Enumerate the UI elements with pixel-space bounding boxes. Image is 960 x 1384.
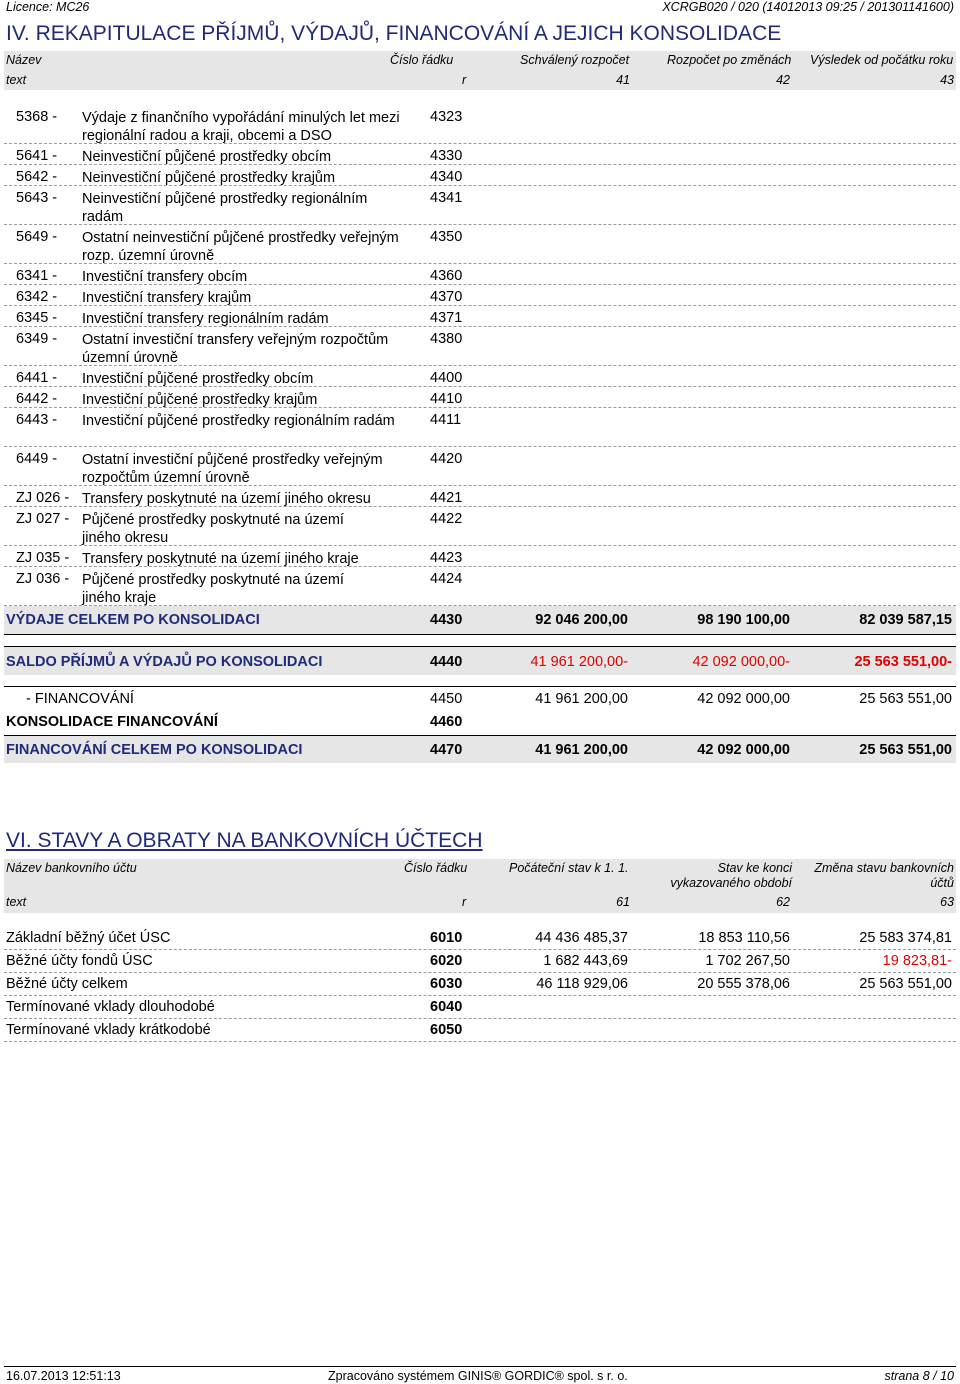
row-code: 6341 - xyxy=(16,268,58,284)
financovani-total-row xyxy=(4,735,956,763)
table-row xyxy=(4,144,956,165)
bank-row-start: 44 436 485,37 xyxy=(535,930,628,946)
saldo-approved: 41 961 200,00- xyxy=(530,654,628,670)
row-code: 5649 - xyxy=(16,229,58,245)
financovani-row xyxy=(4,690,956,712)
bank-row-change: 25 563 551,00 xyxy=(859,976,952,992)
row-name: Transfery poskytnuté na území jiného okresu xyxy=(82,491,371,507)
code-43: 43 xyxy=(940,73,954,87)
row-name: Ostatní investiční transfery veřejným rozpočtům územní úrovně xyxy=(82,332,389,366)
bank-row-number: 6010 xyxy=(430,930,463,946)
bank-row xyxy=(4,927,956,950)
financovani-total-approved: 41 961 200,00 xyxy=(535,742,628,758)
table-row xyxy=(4,186,956,225)
row-number: 4423 xyxy=(430,550,463,566)
row-number: 4341 xyxy=(430,190,463,206)
row-code: 6443 - xyxy=(16,412,58,428)
code-text: text xyxy=(6,73,27,87)
saldo-row xyxy=(4,646,956,675)
saldo-row-number: 4440 xyxy=(430,654,463,670)
bank-row-start: 1 682 443,69 xyxy=(543,953,628,969)
row-code: 6442 - xyxy=(16,391,58,407)
code-41: 41 xyxy=(616,73,630,87)
row-name: Ostatní investiční půjčené prostředky veřejným rozpočtům územní úrovně xyxy=(82,452,383,486)
table-row xyxy=(4,285,956,306)
bank-row-label: Běžné účty celkem xyxy=(6,976,128,992)
saldo-label: SALDO PŘÍJMŮ A VÝDAJŮ PO KONSOLIDACI xyxy=(6,654,323,670)
table-row xyxy=(4,105,956,144)
konsolidace-financovani-label: KONSOLIDACE FINANCOVÁNÍ xyxy=(6,714,218,730)
row-code: 5642 - xyxy=(16,169,58,185)
section-4-code-row xyxy=(4,71,956,90)
section-6-column-header xyxy=(4,859,956,893)
table-row xyxy=(4,447,956,486)
table-row xyxy=(4,366,956,387)
bank-row xyxy=(4,950,956,973)
divider xyxy=(4,686,956,687)
row-name: Transfery poskytnuté na území jiného kraje xyxy=(82,551,359,567)
table-row xyxy=(4,264,956,285)
financovani-total-result: 25 563 551,00 xyxy=(859,742,952,758)
financovani-after-changes: 42 092 000,00 xyxy=(697,691,790,707)
row-number: 4400 xyxy=(430,370,463,386)
bank-row-change: 25 583 374,81 xyxy=(859,930,952,946)
financovani-result: 25 563 551,00 xyxy=(859,691,952,707)
row-number: 4370 xyxy=(430,289,463,305)
bank-row-change: 19 823,81- xyxy=(882,953,952,969)
konsolidace-financovani-row-number: 4460 xyxy=(430,714,463,730)
table-row xyxy=(4,225,956,264)
row-code: 5368 - xyxy=(16,109,58,125)
row-number: 4380 xyxy=(430,331,463,347)
bank-row-label: Termínované vklady dlouhodobé xyxy=(6,999,215,1015)
saldo-result: 25 563 551,00- xyxy=(854,654,952,670)
col-start-balance: Počáteční stav k 1. 1. xyxy=(509,861,629,875)
row-name: Investiční transfery regionálním radám xyxy=(82,311,329,327)
footer-page-number: strana 8 / 10 xyxy=(884,1369,954,1383)
table-row xyxy=(4,507,956,546)
vydaje-total-label: VÝDAJE CELKEM PO KONSOLIDACI xyxy=(6,612,260,628)
section-6-title: VI. STAVY A OBRATY NA BANKOVNÍCH ÚČTECH xyxy=(6,829,483,852)
konsolidace-financovani-row xyxy=(4,713,956,735)
row-code: 5643 - xyxy=(16,190,58,206)
row-name: Ostatní neinvestiční půjčené prostředky veřejným rozp. územní úrovně xyxy=(82,230,399,264)
bank-row-end: 20 555 378,06 xyxy=(697,976,790,992)
row-name: Půjčené prostředky poskytnuté na území jiného okresu xyxy=(82,512,344,546)
bank-row-label: Termínované vklady krátkodobé xyxy=(6,1022,211,1038)
bank-row-number: 6020 xyxy=(430,953,463,969)
row-code: 6449 - xyxy=(16,451,58,467)
col-end-balance-line2: vykazovaného období xyxy=(670,876,792,890)
row-code: 6349 - xyxy=(16,331,58,347)
row-name: Půjčené prostředky poskytnuté na území jiného kraje xyxy=(82,572,344,606)
saldo-after-changes: 42 092 000,00- xyxy=(692,654,790,670)
financovani-total-label: FINANCOVÁNÍ CELKEM PO KONSOLIDACI xyxy=(6,742,303,758)
table-row xyxy=(4,408,956,447)
row-code: 6441 - xyxy=(16,370,58,386)
table-row xyxy=(4,306,956,327)
footer-divider xyxy=(4,1366,956,1367)
footer-datetime: 16.07.2013 12:51:13 xyxy=(6,1369,121,1383)
col-end-balance-line1: Stav ke konci xyxy=(717,861,792,875)
col-approved: Schválený rozpočet xyxy=(520,53,630,67)
bank-row xyxy=(4,973,956,996)
licence-label: Licence: MC26 xyxy=(6,0,90,14)
vydaje-total-result: 82 039 587,15 xyxy=(859,612,952,628)
row-number: 4371 xyxy=(430,310,463,326)
table-row xyxy=(4,387,956,408)
row-code: 5641 - xyxy=(16,148,58,164)
bank-row-end: 18 853 110,56 xyxy=(698,930,790,946)
vydaje-total-row xyxy=(4,606,956,635)
bank-row-number: 6050 xyxy=(430,1022,463,1038)
row-name: Investiční transfery obcím xyxy=(82,269,248,285)
col-name: Název xyxy=(6,53,42,67)
code-r: r xyxy=(462,73,467,87)
financovani-total-after-changes: 42 092 000,00 xyxy=(697,742,790,758)
row-number: 4420 xyxy=(430,451,463,467)
row-number: 4421 xyxy=(430,490,463,506)
row-code: ZJ 036 - xyxy=(16,571,70,587)
table-row xyxy=(4,567,956,606)
vydaje-total-row-number: 4430 xyxy=(430,612,463,628)
col-row: Číslo řádku xyxy=(404,861,468,875)
row-number: 4424 xyxy=(430,571,463,587)
financovani-label: - FINANCOVÁNÍ xyxy=(26,691,134,707)
bank-row xyxy=(4,996,956,1019)
row-name: Neinvestiční půjčené prostředky krajům xyxy=(82,170,336,186)
col-account-name: Název bankovního účtu xyxy=(6,861,137,875)
row-name: Investiční transfery krajům xyxy=(82,290,252,306)
col-change-line2: účtů xyxy=(930,876,954,890)
section-4-title: IV. REKAPITULACE PŘÍJMŮ, VÝDAJŮ, FINANCOVÁNÍ A JEJICH KONSOLIDACE xyxy=(6,22,782,45)
bank-row xyxy=(4,1019,956,1042)
col-after-changes: Rozpočet po změnách xyxy=(667,53,792,67)
table-row xyxy=(4,486,956,507)
bank-row-label: Běžné účty fondů ÚSC xyxy=(6,953,153,969)
row-number: 4323 xyxy=(430,109,463,125)
row-name: Investiční půjčené prostředky regionálním radám xyxy=(82,413,395,429)
row-number: 4422 xyxy=(430,511,463,527)
row-code: 6342 - xyxy=(16,289,58,305)
row-number: 4410 xyxy=(430,391,463,407)
vydaje-total-approved: 92 046 200,00 xyxy=(535,612,628,628)
row-code: 6345 - xyxy=(16,310,58,326)
row-name: Neinvestiční půjčené prostředky obcím xyxy=(82,149,332,165)
row-code: ZJ 035 - xyxy=(16,550,70,566)
row-number: 4411 xyxy=(430,412,462,428)
section-6-code-row xyxy=(4,893,956,913)
row-number: 4360 xyxy=(430,268,463,284)
bank-row-number: 6040 xyxy=(430,999,463,1015)
section-4-column-header xyxy=(4,51,956,71)
bank-row-end: 1 702 267,50 xyxy=(705,953,790,969)
col-row: Číslo řádku xyxy=(390,53,454,67)
code-61: 61 xyxy=(616,895,630,909)
row-name: Výdaje z finančního vypořádání minulých let mezi regionální radou a kraji, obcemi a DSO xyxy=(82,110,400,144)
table-row xyxy=(4,546,956,567)
row-name: Investiční půjčené prostředky krajům xyxy=(82,392,318,408)
vydaje-total-after-changes: 98 190 100,00 xyxy=(697,612,790,628)
code-62: 62 xyxy=(776,895,790,909)
col-change-line1: Změna stavu bankovních xyxy=(814,861,954,875)
row-code: ZJ 026 - xyxy=(16,490,70,506)
bank-row-number: 6030 xyxy=(430,976,463,992)
code-42: 42 xyxy=(776,73,790,87)
row-name: Neinvestiční půjčené prostředky regionálním radám xyxy=(82,191,368,225)
code-text: text xyxy=(6,895,27,909)
financovani-row-number: 4450 xyxy=(430,691,463,707)
report-id: XCRGB020 / 020 (14012013 09:25 / 201301141600) xyxy=(662,0,954,14)
code-r: r xyxy=(462,895,467,909)
row-number: 4340 xyxy=(430,169,463,185)
code-63: 63 xyxy=(940,895,954,909)
footer-processed-by: Zpracováno systémem GINIS® GORDIC® spol. s r. o. xyxy=(328,1369,628,1383)
row-number: 4330 xyxy=(430,148,463,164)
bank-row-start: 46 118 929,06 xyxy=(536,976,628,992)
col-result: Výsledek od počátku roku xyxy=(810,53,954,67)
table-row xyxy=(4,165,956,186)
row-code: ZJ 027 - xyxy=(16,511,70,527)
financovani-approved: 41 961 200,00 xyxy=(535,691,628,707)
row-number: 4350 xyxy=(430,229,463,245)
financovani-total-row-number: 4470 xyxy=(430,742,463,758)
table-row xyxy=(4,327,956,366)
bank-row-label: Základní běžný účet ÚSC xyxy=(6,930,171,946)
row-name: Investiční půjčené prostředky obcím xyxy=(82,371,314,387)
